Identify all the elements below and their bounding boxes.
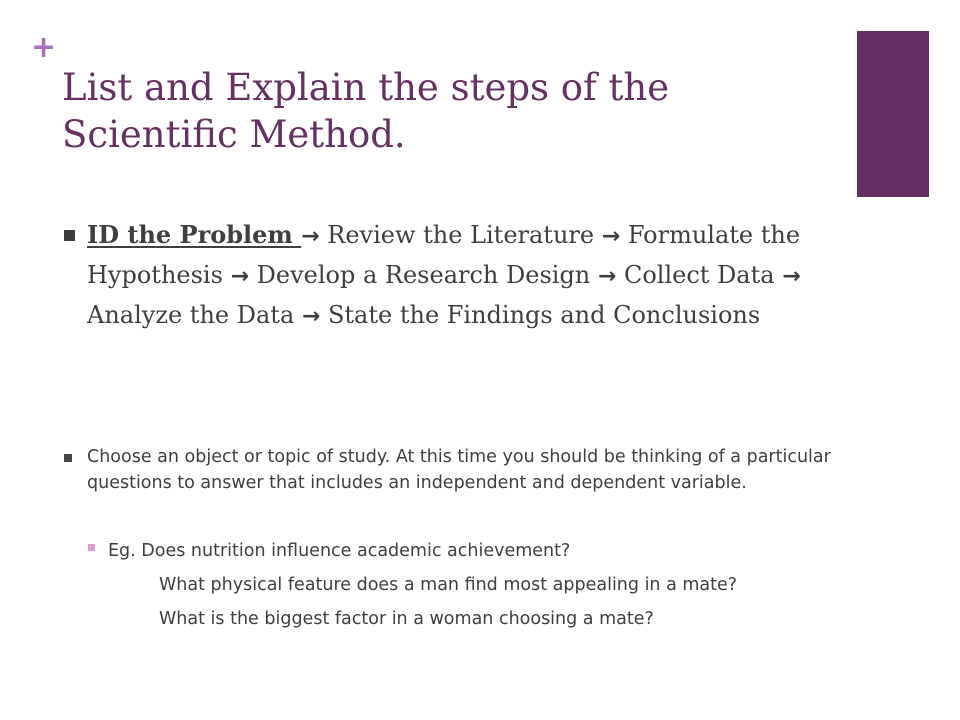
steps-text bbox=[87, 216, 834, 336]
square-bullet-icon bbox=[88, 544, 95, 551]
step-collect-data: Collect Data bbox=[623, 261, 775, 289]
arrow-icon: → bbox=[301, 224, 320, 249]
plus-icon: + bbox=[31, 30, 57, 65]
list-item bbox=[88, 568, 848, 602]
arrow-icon: → bbox=[230, 264, 249, 289]
choose-bullet bbox=[64, 444, 834, 496]
example-question: What is the biggest factor in a woman choosing a mate? bbox=[159, 609, 654, 629]
square-bullet-icon bbox=[64, 454, 72, 462]
examples-list bbox=[88, 534, 848, 636]
step-state-findings: State the Findings and Conclusions bbox=[327, 301, 761, 329]
example-question: Eg. Does nutrition influence academic achievement? bbox=[108, 541, 571, 561]
step-analyze-data: Analyze the Data bbox=[87, 301, 295, 329]
arrow-icon: → bbox=[782, 264, 801, 289]
step-id-problem: ID the Problem bbox=[87, 220, 302, 249]
accent-bar bbox=[857, 31, 929, 197]
arrow-icon: → bbox=[597, 264, 617, 289]
choose-text: Choose an object or topic of study. At this time you should be thinking of a particular questions to answer that includes an independent and dependent variable. bbox=[87, 447, 831, 493]
slide-title: List and Explain the steps of the Scientific Method. bbox=[62, 66, 670, 156]
list-item bbox=[88, 602, 848, 636]
step-research-design: Develop a Research Design bbox=[256, 261, 591, 289]
arrow-icon: → bbox=[301, 304, 321, 329]
list-item bbox=[88, 534, 848, 568]
arrow-icon: → bbox=[601, 224, 621, 249]
steps-bullet bbox=[64, 216, 834, 336]
example-question: What physical feature does a man find most appealing in a mate? bbox=[159, 575, 738, 595]
step-review-literature: Review the Literature bbox=[327, 221, 595, 249]
square-bullet-icon bbox=[64, 230, 75, 241]
step-formulate-hypothesis: Formulate the Hypothesis bbox=[87, 221, 801, 289]
